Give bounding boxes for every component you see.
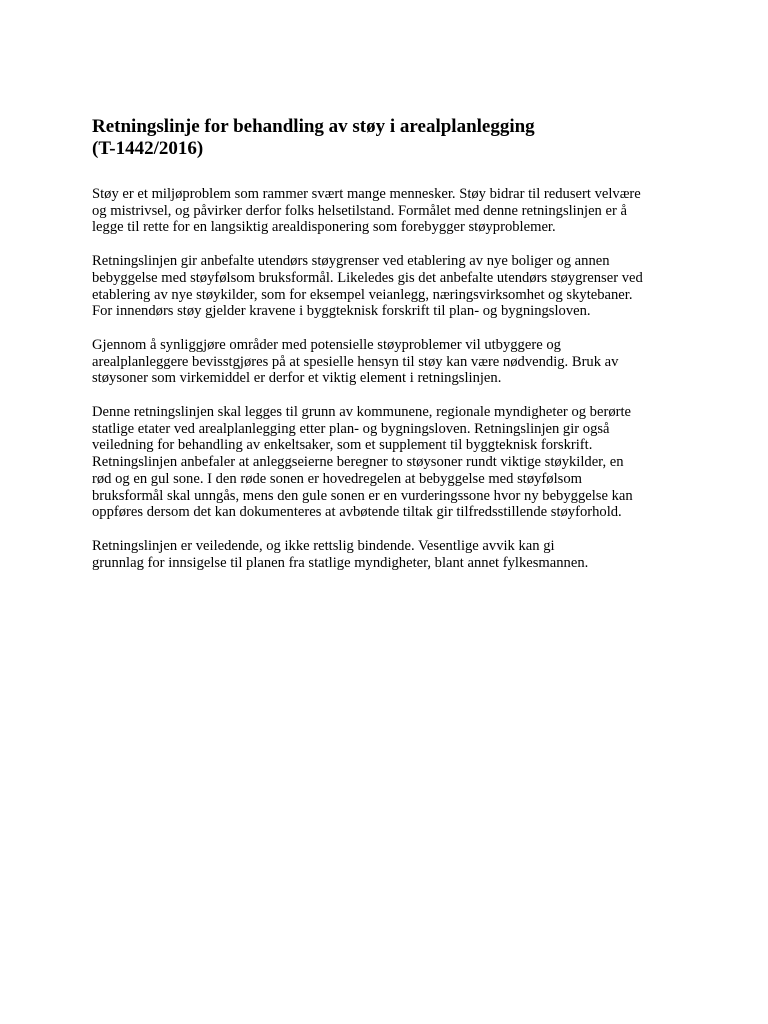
text-line: For innendørs støy gjelder kravene i byggteknisk forskrift til plan- og bygningsloven. xyxy=(92,303,591,320)
paragraph-noise-limits xyxy=(92,253,692,320)
text-line: oppføres dersom det kan dokumenteres at avbøtende tiltak gir tilfredsstillende støyforhold. xyxy=(92,504,622,521)
text-line: Støy er et miljøproblem som rammer svært mange mennesker. Støy bidrar til redusert velvære xyxy=(92,186,641,202)
text-line: Denne retningslinjen skal legges til grunn av kommunene, regionale myndigheter og berørte xyxy=(92,404,632,421)
text-line: og mistrivsel, og påvirker derfor folks helsetilstand. Formålet med denne retningslinjen er å xyxy=(92,202,627,219)
document-body xyxy=(92,116,692,588)
title-line: (T-1442/2016) xyxy=(92,138,204,159)
text-line: rød og en gul sone. I den røde sonen er hovedregelen at bebyggelse med støyfølsom xyxy=(92,470,582,487)
text-line: støysoner som virkemiddel er derfor et viktig element i retningslinjen. xyxy=(92,370,502,387)
text-line: Retningslinjen er veiledende, og ikke rettslig bindende. Vesentlige avvik kan gi xyxy=(92,537,555,554)
paragraph-noise-zones xyxy=(92,404,692,521)
paragraph-guidance-status xyxy=(92,538,692,571)
text-line: bebyggelse med støyfølsom bruksformål. Likeledes gis det anbefalte utendørs støygrenser ved xyxy=(92,269,643,286)
title-line: Retningslinje for behandling av støy i arealplanlegging xyxy=(92,116,535,137)
text-line: veiledning for behandling av enkeltsaker, som et supplement til byggteknisk forskrift. xyxy=(92,437,593,454)
text-line: bruksformål skal unngås, mens den gule sonen er en vurderingssone hvor ny bebyggelse kan xyxy=(92,487,633,504)
text-line: statlige etater ved arealplanlegging etter plan- og bygningsloven. Retningslinjen gir også xyxy=(92,420,610,437)
text-line: Gjennom å synliggjøre områder med potensielle støyproblemer vil utbyggere og xyxy=(92,336,561,353)
paragraph-visibility xyxy=(92,337,692,387)
text-line: etablering av nye støykilder, som for eksempel veianlegg, næringsvirksomhet og skytebaner. xyxy=(92,286,633,303)
document-title xyxy=(92,116,692,160)
text-line: Retningslinjen gir anbefalte utendørs støygrenser ved etablering av nye boliger og annen xyxy=(92,253,610,270)
paragraph-introduction xyxy=(92,186,692,236)
text-line: grunnlag for innsigelse til planen fra statlige myndigheter, blant annet fylkesmannen. xyxy=(92,554,589,571)
text-line: arealplanleggere bevisstgjøres på at spesielle hensyn til støy kan være nødvendig. Bruk av xyxy=(92,353,619,370)
text-line: legge til rette for en langsiktig arealdisponering som forebygger støyproblemer. xyxy=(92,219,556,236)
text-line: Retningslinjen anbefaler at anleggseierne beregner to støysoner rundt viktige støykilder, en xyxy=(92,454,624,471)
